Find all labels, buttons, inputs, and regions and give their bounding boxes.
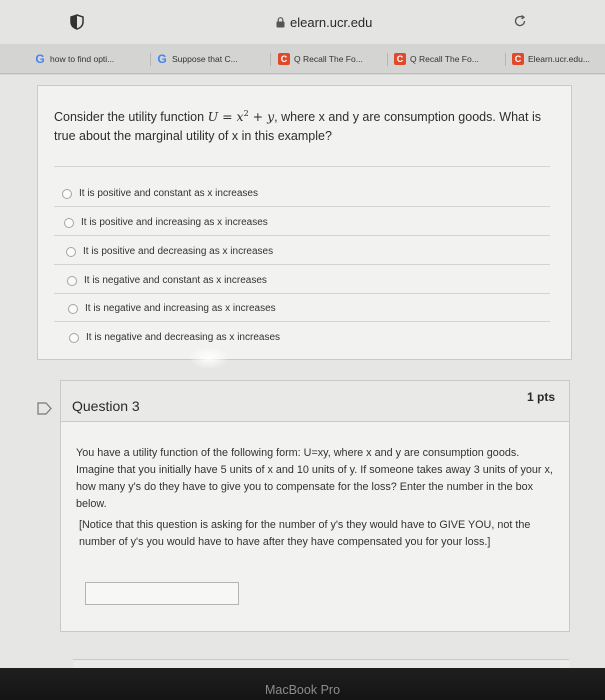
tab-label: Suppose that C... (172, 54, 238, 64)
formula-exponent: 2 (243, 109, 249, 118)
answer-option-4[interactable] (67, 275, 267, 286)
answer-option-1[interactable] (62, 188, 258, 199)
question-3-header (60, 380, 570, 422)
quiz-page (0, 75, 605, 700)
radio-button[interactable] (66, 247, 76, 257)
divider (54, 293, 550, 294)
tab-strip (0, 44, 605, 74)
formula-y: y (267, 109, 275, 125)
question-2-text (54, 104, 554, 146)
question-3-points: 1 pts (526, 390, 555, 404)
screen-glare (190, 347, 228, 369)
question-3-title: Question 3 (72, 398, 140, 414)
lock-icon (276, 17, 285, 28)
divider (54, 206, 550, 207)
url-field[interactable] (276, 15, 372, 30)
tab-label: Elearn.ucr.edu... (528, 54, 590, 64)
tab-label: Q Recall The Fo... (410, 54, 479, 64)
google-icon: G (157, 52, 167, 66)
question-3-text: You have a utility function of the following form: U=xy, where x and y are consumption goods. Imagine that you initially have 5 units of x and 10 units of y. If someone takes away 3 units of your x, how many y's do they have to give you to compensate for the loss? Enter the number in the box below. (76, 447, 553, 510)
flag-question-icon[interactable] (37, 402, 52, 415)
tab-divider (505, 53, 506, 66)
chegg-icon: C (512, 53, 524, 65)
question-3-note: [Notice that this question is asking for the number of y's they would have to GIVE YOU, not the number of y's you would have to have after they have compensated you for your loss.] (79, 519, 531, 548)
divider (54, 264, 550, 265)
google-icon: G (35, 52, 45, 66)
question-3-body (60, 422, 570, 632)
option-label: It is positive and increasing as x increases (81, 217, 268, 228)
option-label: It is positive and constant as x increases (79, 188, 258, 199)
divider (54, 321, 550, 322)
divider (54, 166, 550, 167)
option-label: It is negative and increasing as x increases (85, 303, 276, 314)
tab-5[interactable] (512, 50, 590, 68)
question-text-end: , where x and y are consumption goods. What is true about the marginal utility of x in this example? (54, 110, 541, 144)
utility-formula (208, 109, 275, 124)
device-brand-label: MacBook Pro (264, 683, 341, 697)
url-text: elearn.ucr.edu (290, 15, 373, 30)
tab-1[interactable] (34, 50, 114, 68)
formula-equals: = (218, 109, 237, 125)
answer-option-6[interactable] (69, 332, 280, 343)
radio-button[interactable] (64, 218, 74, 228)
formula-u: U (207, 109, 219, 125)
tab-divider (150, 53, 151, 66)
question-2-card (37, 85, 572, 360)
tab-divider (387, 53, 388, 66)
tab-label: how to find opti... (50, 54, 115, 64)
question-text-start: Consider the utility function (54, 110, 208, 125)
answer-option-3[interactable] (66, 246, 273, 257)
tab-2[interactable] (156, 50, 238, 68)
formula-x: x (236, 109, 244, 125)
chegg-icon: C (394, 53, 406, 65)
formula-plus: + (248, 109, 268, 125)
answer-option-5[interactable] (68, 303, 276, 314)
divider (54, 235, 550, 236)
reload-icon[interactable] (512, 13, 528, 29)
tab-divider (270, 53, 271, 66)
chegg-icon: C (278, 53, 290, 65)
option-label: It is negative and constant as x increases (84, 275, 267, 286)
laptop-bezel (0, 668, 605, 700)
radio-button[interactable] (62, 189, 72, 199)
radio-button[interactable] (68, 304, 78, 314)
option-label: It is negative and decreasing as x increases (86, 332, 280, 343)
radio-button[interactable] (69, 333, 79, 343)
browser-address-bar (0, 0, 605, 44)
answer-option-2[interactable] (64, 217, 268, 228)
tab-label: Q Recall The Fo... (294, 54, 363, 64)
radio-button[interactable] (67, 276, 77, 286)
answer-input[interactable] (85, 582, 239, 605)
tab-3[interactable] (278, 50, 363, 68)
tab-4[interactable] (394, 50, 479, 68)
shield-icon[interactable] (70, 14, 84, 30)
option-label: It is positive and decreasing as x increases (83, 246, 274, 257)
